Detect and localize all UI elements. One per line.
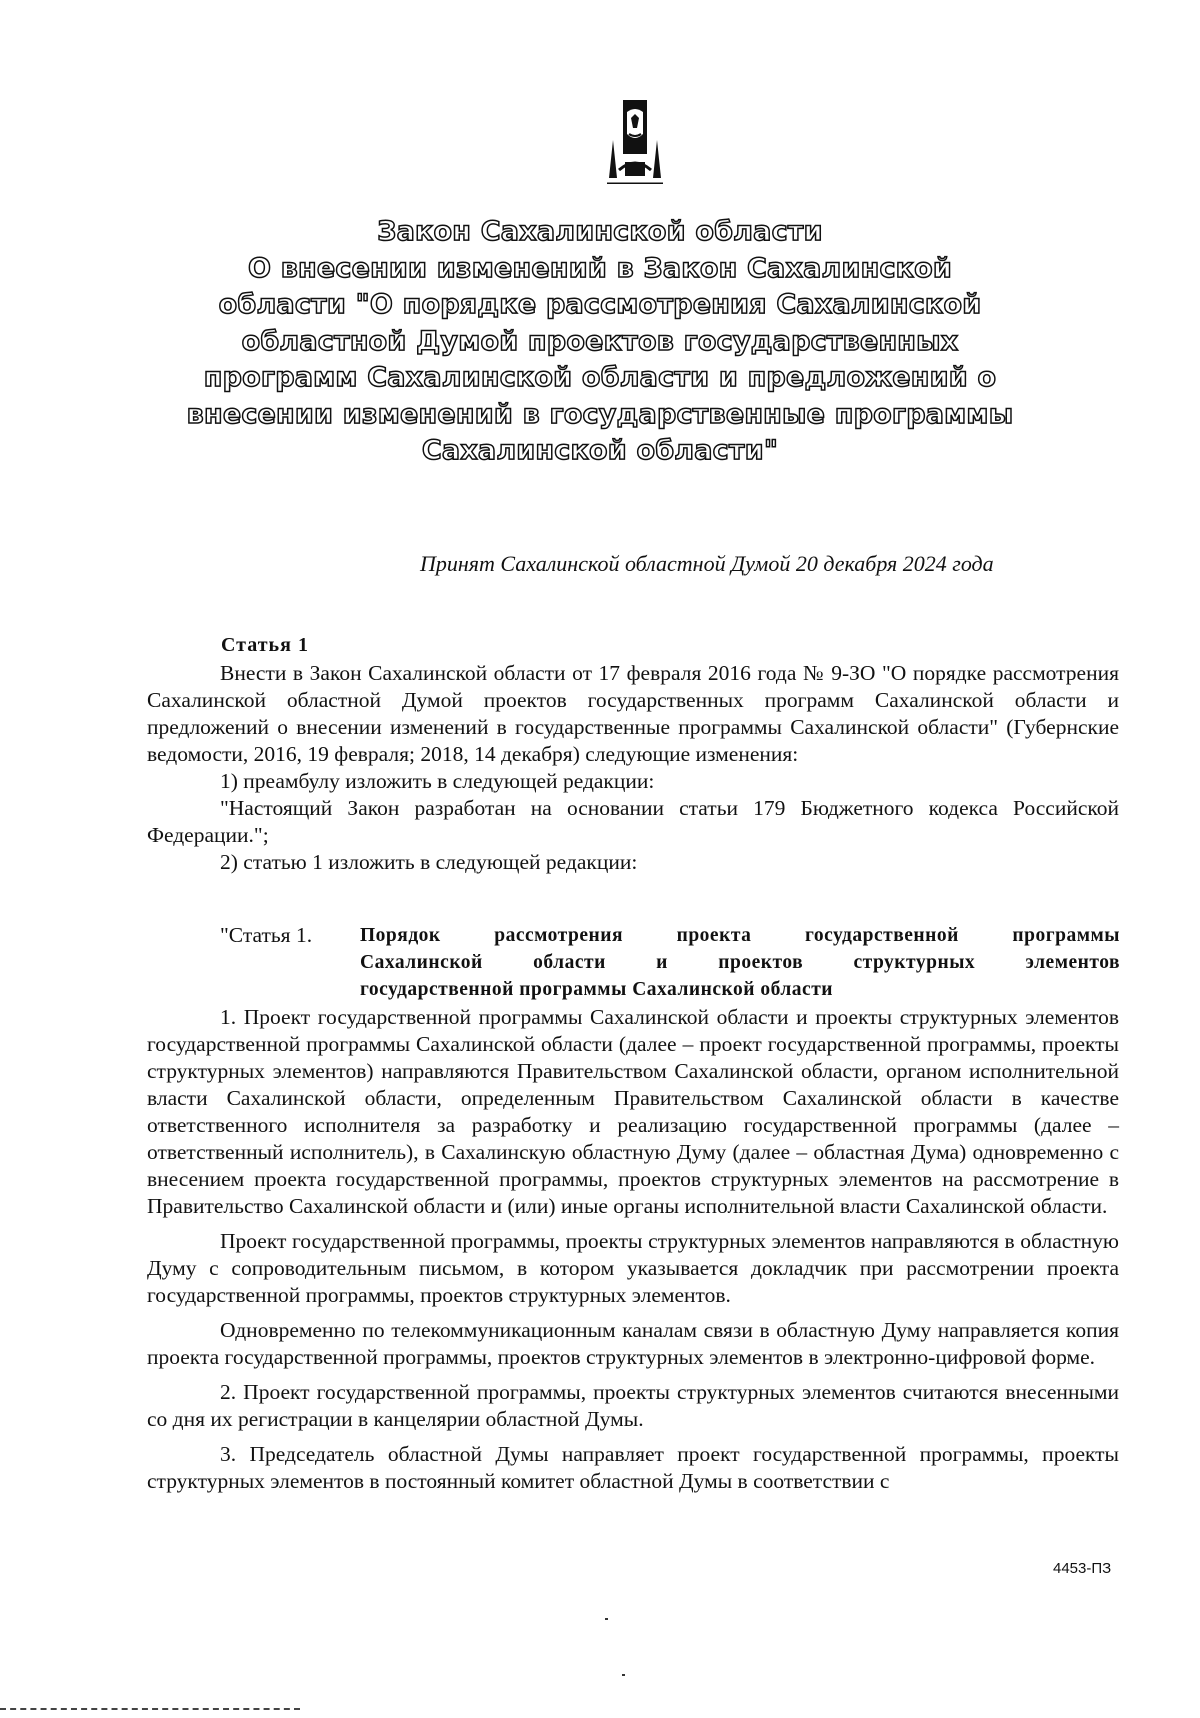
adoption-note: Принят Сахалинской областной Думой 20 декабря 2024 года (420, 551, 994, 576)
scan-edge (0, 1708, 300, 1712)
paragraph: 1. Проект государственной программы Сахалинской области и проекты структурных элементов государственной программы Сахалинской области (далее – проект государственной программы, проекты структурных элементов) направляются Правительством Сахалинской области, органом исполнительной власти Сахалинской области, определенным Правительством Сахалинской области в качестве ответственного исполнителя за разработку и реализацию государственной программы (далее – ответственный исполнитель), в Сахалинскую областную Думу (далее – областная Дума) одновременно с внесением проекта государственной программы, проектов структурных элементов на рассмотрение в Правительство Сахалинской области и (или) иные органы исполнительной власти Сахалинской области. (147, 1005, 1119, 1218)
sakhalin-coat-of-arms-icon (603, 100, 667, 184)
title-line: О внесении изменений в Закон Сахалинской (247, 252, 953, 284)
paragraph: 2) статью 1 изложить в следующей редакции: (220, 850, 638, 874)
paragraph: Внести в Закон Сахалинской области от 17 февраля 2016 года № 9-ЗО "О порядке рассмотрения Сахалинской областной Думой проектов государственных программ Сахалинской области и предложений о внесении изменений в государственные программы Сахалинской области" (Губернские ведомости, 2016, 19 февраля; 2018, 14 декабря) следующие изменения: (147, 661, 1119, 766)
amended-article-title-line: Порядок рассмотрения проекта государственной программы (360, 925, 1120, 946)
amended-article-body (147, 1004, 1119, 1495)
paragraph: "Настоящий Закон разработан на основании статьи 179 Бюджетного кодекса Российской Федерации."; (147, 796, 1119, 847)
paragraph: 2. Проект государственной программы, проекты структурных элементов считаются внесенными со дня их регистрации в канцелярии областной Думы. (147, 1380, 1119, 1431)
amended-article-label: "Статья 1. (220, 923, 313, 947)
title-line: областной Думой проектов государственных (241, 325, 959, 357)
document-code: 4453-ПЗ (1053, 1560, 1112, 1577)
amended-article-title-line: государственной программы Сахалинской области (360, 979, 834, 1000)
law-title (150, 214, 1050, 470)
intro-section (147, 660, 1119, 876)
scan-speck (605, 1618, 608, 1620)
title-line: программ Сахалинской области и предложений о (203, 362, 997, 393)
amended-article-title (360, 922, 1120, 1003)
title-line: Сахалинской области" (421, 435, 779, 466)
amended-article-title-line: Сахалинской области и проектов структурных элементов (360, 952, 1120, 973)
scan-speck (622, 1674, 625, 1676)
title-line: внесении изменений в государственные программы (186, 398, 1014, 430)
title-line: Закон Сахалинской области (377, 216, 823, 247)
paragraph: 3. Председатель областной Думы направляет проект государственной программы, проекты структурных элементов в постоянный комитет областной Думы в соответствии с (147, 1442, 1119, 1493)
article-heading: Статья 1 (221, 634, 309, 656)
paragraph: Проект государственной программы, проекты структурных элементов направляются в областную Думу с сопроводительным письмом, в котором указывается докладчик при рассмотрении проекта государственной программы, проектов структурных элементов. (147, 1229, 1119, 1307)
title-line: области "О порядке рассмотрения Сахалинской (218, 289, 982, 320)
paragraph: Одновременно по телекоммуникационным каналам связи в областную Думу направляется копия проекта государственной программы, проектов структурных элементов в электронно-цифровой форме. (147, 1318, 1119, 1369)
paragraph: 1) преамбулу изложить в следующей редакции: (220, 769, 655, 793)
